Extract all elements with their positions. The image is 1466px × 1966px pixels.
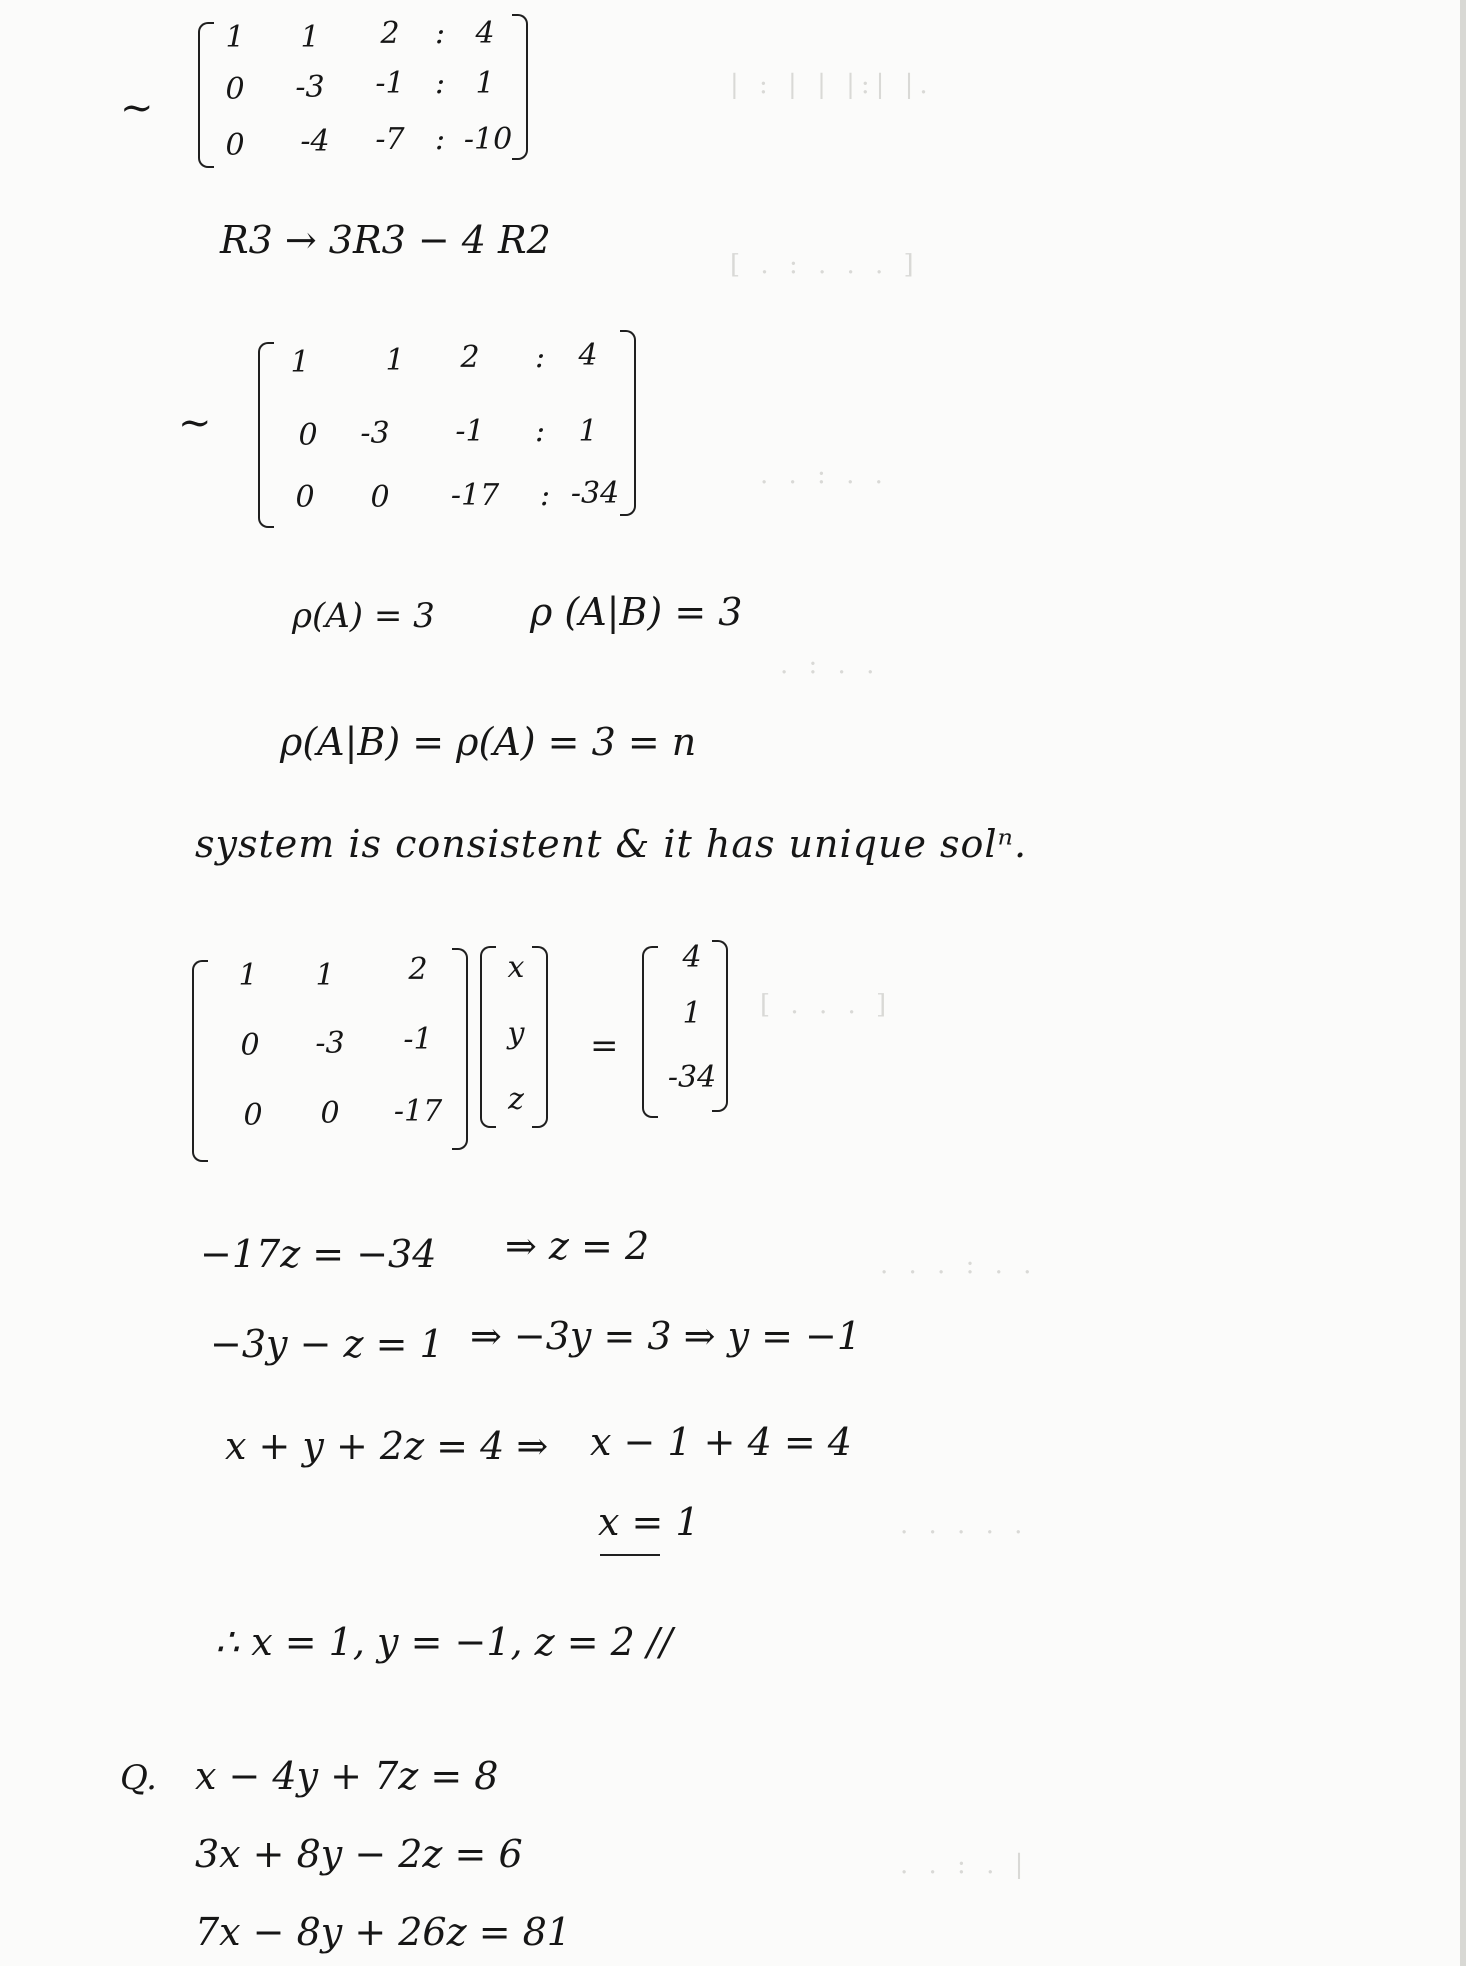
coef-cell: 1 [238, 958, 258, 993]
matrix1-cell: 1 [475, 66, 495, 101]
var-cell: x [507, 950, 525, 985]
question-equation-1: x − 4y + 7z = 8 [195, 1754, 499, 1798]
coef-left-bracket [192, 960, 208, 1162]
step-x-substitution: x − 1 + 4 = 4 [590, 1420, 852, 1464]
coef-cell: -1 [403, 1022, 433, 1057]
coef-cell: 0 [320, 1096, 340, 1131]
matrix1-cell: 0 [225, 128, 245, 163]
matrix1-separator: : [434, 66, 446, 101]
final-answer: ∴ x = 1, y = −1, z = 2 // [215, 1620, 673, 1664]
matrix1-cell: 0 [225, 72, 245, 107]
matrix1-separator: : [434, 122, 446, 157]
step-z-equation: −17z = −34 [200, 1232, 437, 1276]
matrix1-cell: 1 [225, 20, 245, 55]
equals-sign: = [590, 1026, 619, 1066]
matrix1-cell: -4 [300, 124, 330, 159]
matrix2-separator: : [534, 414, 546, 449]
matrix2-separator: : [539, 478, 551, 513]
matrix2-cell: 4 [578, 338, 598, 373]
matrix2-separator: : [534, 340, 546, 375]
rhs-cell: 1 [682, 996, 702, 1031]
matrix1-cell: 4 [475, 16, 495, 51]
equiv-symbol-1: ~ [120, 85, 154, 131]
matrix2-cell: -3 [360, 416, 390, 451]
matrix1-cell: -1 [375, 66, 405, 101]
step-z-result: ⇒ z = 2 [505, 1224, 650, 1268]
matrix2-cell: -17 [450, 478, 500, 513]
x-result-underline [600, 1554, 660, 1556]
coef-cell: 1 [315, 958, 335, 993]
coef-cell: 2 [408, 952, 428, 987]
matrix1-cell: 2 [380, 16, 400, 51]
rank-of-a: ρ(A) = 3 [292, 596, 435, 636]
step-x-equation: x + y + 2z = 4 ⇒ [225, 1424, 549, 1468]
step-y-result: ⇒ −3y = 3 ⇒ y = −1 [470, 1314, 862, 1358]
page-edge [1460, 0, 1466, 1966]
matrix2-cell: 1 [578, 414, 598, 449]
coef-cell: 0 [243, 1098, 263, 1133]
matrix2-cell: 1 [385, 343, 405, 378]
coef-cell: 0 [240, 1028, 260, 1063]
coef-cell: -3 [315, 1026, 345, 1061]
matrix1-cell: 1 [300, 20, 320, 55]
question-equation-2: 3x + 8y − 2z = 6 [195, 1832, 523, 1876]
matrix1-cell: -3 [295, 70, 325, 105]
var-cell: z [508, 1082, 524, 1117]
notebook-page: | : | | |:| |. [ . : . . . ] . . : . . . : . . [ . . . ] . . . : . . . . . . . . . : . | ~ 1 1 2 : 4 0 -3 -1 : 1 0 -4 -7 : -10 R3 → 3R3 − 4 R2 ~ 1 1 2 : 4 0 -3 -1 : 1 0 0 -17 : -34 ρ(A) = 3 ρ (A|B) = 3 ρ(A|B) = ρ(A) = 3 = n system is consistent & it has unique solⁿ. 1 1 2 0 -3 -1 0 0 -17 x y z = 4 1 -34 −17z = −34 ⇒ z = 2 −3y − z = 1 ⇒ −3y = 3 ⇒ y = −1 x + y + 2z = 4 ⇒ x − 1 + 4 = 4 x = 1 ∴ x = 1, y = −1, z = 2 // Q. x − 4y + 7z = 8 3x + 8y − 2z = 6 7x − 8y + 26z = 81 [0, 0, 1466, 1966]
matrix2-cell: -1 [455, 414, 485, 449]
step-x-result: x = 1 [598, 1500, 700, 1544]
rank-of-augmented: ρ (A|B) = 3 [530, 590, 743, 634]
matrix1-cell: -7 [375, 122, 405, 157]
matrix1-cell: -10 [463, 122, 513, 157]
rank-equality: ρ(A|B) = ρ(A) = 3 = n [280, 720, 697, 764]
matrix2-cell: 0 [295, 480, 315, 515]
rhs-cell: 4 [682, 940, 702, 975]
coef-cell: -17 [393, 1094, 443, 1129]
row-operation: R3 → 3R3 − 4 R2 [220, 218, 551, 262]
matrix2-cell: -34 [570, 476, 620, 511]
matrix2-cell: 0 [370, 480, 390, 515]
consistency-conclusion: system is consistent & it has unique solⁿ. [195, 822, 1028, 866]
matrix2-cell: 0 [298, 418, 318, 453]
var-cell: y [507, 1016, 525, 1051]
matrix2-cell: 1 [290, 345, 310, 380]
equiv-symbol-2: ~ [178, 400, 212, 446]
question-equation-3: 7x − 8y + 26z = 81 [195, 1910, 571, 1954]
matrix1-separator: : [434, 16, 446, 51]
rhs-cell: -34 [667, 1060, 717, 1095]
step-y-equation: −3y − z = 1 [210, 1322, 444, 1366]
question-label: Q. [120, 1758, 157, 1798]
matrix2-cell: 2 [460, 340, 480, 375]
